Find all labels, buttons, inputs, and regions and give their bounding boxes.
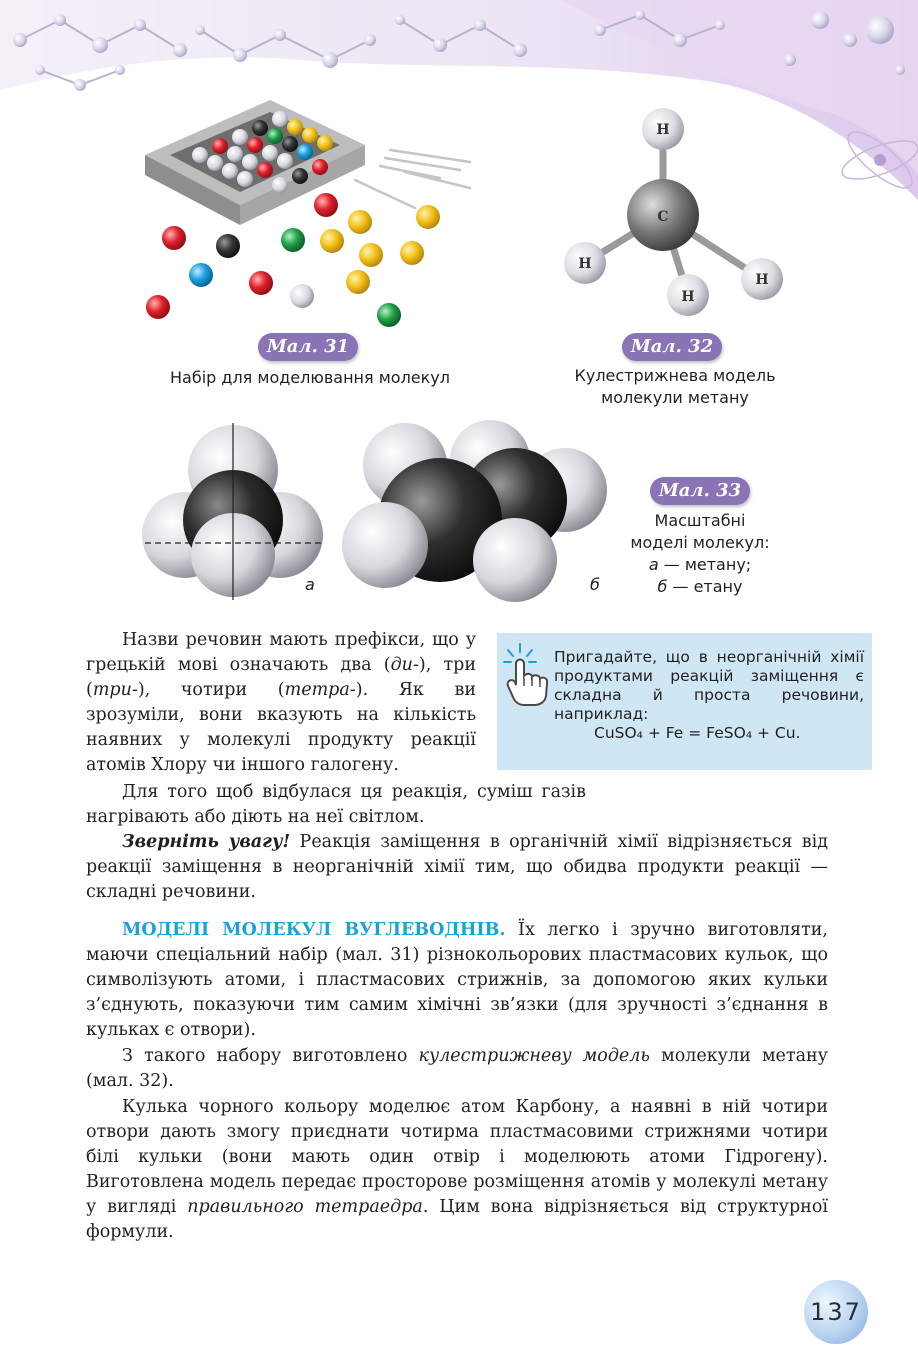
p3-bold-attention: Зверніть увагу! xyxy=(122,832,291,852)
paragraph-models-of-molecules xyxy=(86,918,828,1043)
figure-33-badge: Мал. 33 xyxy=(650,477,750,505)
figure-33-label-a: а xyxy=(305,575,315,594)
p5-text-b: молекули метану (мал. 32). xyxy=(86,1046,828,1091)
figure-32-caption xyxy=(560,365,790,409)
page-number: 137 xyxy=(804,1280,868,1344)
figure-32-caption-line1: Кулестрижнева модель xyxy=(574,366,776,385)
figure-33-caption xyxy=(610,510,790,598)
p1-italic-tri: три xyxy=(92,680,132,700)
ethane-space-filling-model xyxy=(340,415,620,610)
p1-text-a: Назви речовин мають префікси, що у грецькій мові означають два ( xyxy=(86,630,476,675)
paragraph-reaction-conditions xyxy=(86,780,586,830)
p6-text-b: . Цим вона відрізняється від структурної формули. xyxy=(86,1197,828,1242)
p1-text-c: -), чотири ( xyxy=(131,680,285,700)
p5-italic-term: кулестрижневу модель xyxy=(418,1046,650,1066)
reminder-note-formula: CuSO₄ + Fe = FeSO₄ + Cu. xyxy=(594,724,801,742)
p1-text-d: -). Як ви зрозуміли, вони вказують на кількість наявних у молекулі продукту реакції атомів Хлору чи іншого галогену. xyxy=(86,680,476,775)
reminder-note-text xyxy=(554,648,864,743)
section-heading-models: МОДЕЛІ МОЛЕКУЛ ВУГЛЕВОДНІВ. xyxy=(122,920,506,940)
paragraph-attention xyxy=(86,830,828,905)
p4-text: Їх легко і зручно виготовляти, маючи спеціальний набір (мал. 31) різнокольорових пластмасових кульок, що символізують атоми, і пластмасових стрижнів, за допомогою яких кульки з’єднують, показуючи тим самим хімічні зв’язки (для зручності з’єднання в кульках є отвори). xyxy=(86,920,828,1040)
p1-italic-di: ди xyxy=(390,655,413,675)
p3-text: Реакція заміщення в органічній хімії відрізняється від реакції заміщення в неорганічній хімії тим, що обидва продукти реакції — складні речовини. xyxy=(86,832,828,902)
figure-33-label-b: б xyxy=(590,575,600,594)
figure-33-caption-line2: моделі молекул: xyxy=(630,533,770,552)
figure-33-caption-a-label: а xyxy=(648,555,659,574)
methane-space-filling-model xyxy=(140,415,330,605)
figure-31-badge: Мал. 31 xyxy=(258,333,358,361)
figure-32-caption-line2: молекули метану xyxy=(601,388,749,407)
p6-text-a: Кулька чорного кольору моделює атом Карбону, а наявні в ній чотири отвори дають змогу приєднати чотирма пластмасовими стрижнями чотири білі кульки (вони мають один отвір і моделюють атоми Гідрогену). Виготовлена модель передає просторове розміщення атомів у молекулі метану у вигляді xyxy=(86,1097,828,1217)
methane-ball-and-stick-model xyxy=(555,105,795,320)
p1-italic-tetra: тетра xyxy=(284,680,350,700)
paragraph-tetrahedron xyxy=(86,1095,828,1245)
p2-text: Для того щоб відбулася ця реакція, суміш газів нагрівають або діють на неї світлом. xyxy=(86,782,586,827)
atom-label-h-left: H xyxy=(578,256,592,272)
atom-label-c: C xyxy=(657,209,669,225)
molecule-model-kit-illustration xyxy=(140,100,480,335)
paragraph-ball-and-stick xyxy=(86,1044,828,1094)
figure-33-caption-b-text: — етану xyxy=(667,577,743,596)
p6-italic-term: правильного тетраедра xyxy=(187,1197,423,1217)
figure-32-badge: Мал. 32 xyxy=(622,333,722,361)
atom-label-h-top: H xyxy=(656,122,670,138)
figure-33-caption-line1: Масштабні xyxy=(654,511,746,530)
atom-label-h-right: H xyxy=(755,272,769,288)
p5-text-a: З такого набору виготовлено xyxy=(122,1046,419,1066)
figure-33-caption-b-label: б xyxy=(657,577,668,596)
atom-label-h-bottom: H xyxy=(681,289,695,305)
reminder-note-body: Пригадайте, що в неорганічній хімії продуктами реакцій заміщення є складна й проста речовини, наприклад: xyxy=(554,648,864,723)
pointing-hand-icon xyxy=(502,642,550,708)
paragraph-prefixes xyxy=(86,628,476,778)
figure-31-caption: Набір для моделювання молекул xyxy=(169,368,450,387)
figure-33-caption-a-text: — метану; xyxy=(658,555,752,574)
p1-text-b: -), три ( xyxy=(86,655,476,700)
